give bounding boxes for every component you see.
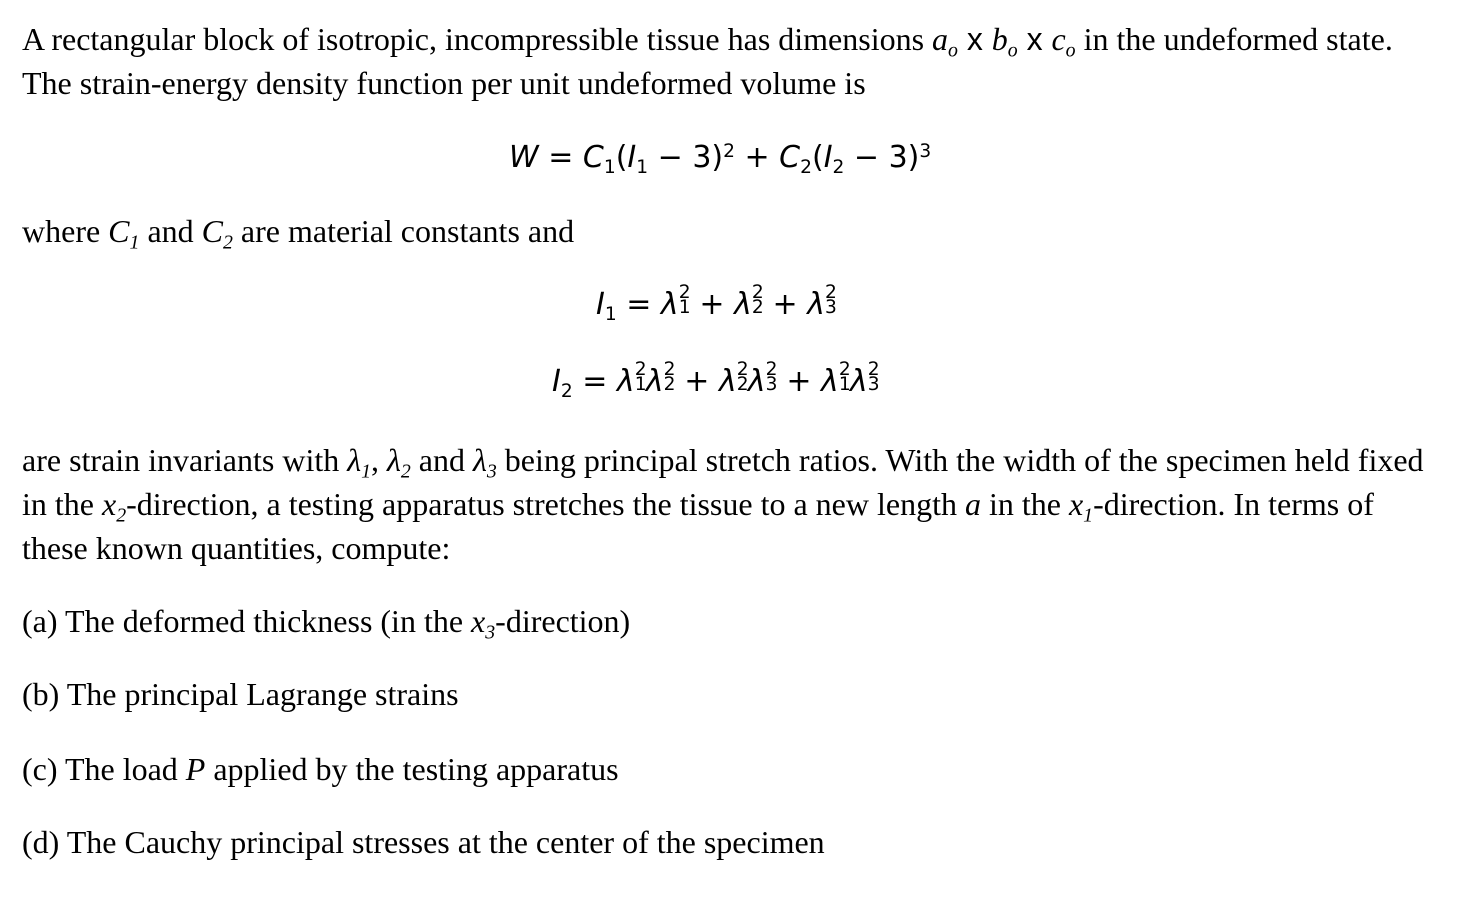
power-index	[765, 359, 778, 395]
lambda: λ	[849, 364, 868, 399]
eq-minus3: − 3)	[844, 140, 920, 175]
eq-plus: +	[689, 287, 735, 322]
eq-equals: =	[538, 140, 583, 175]
power-index	[838, 359, 851, 395]
power-index	[867, 359, 880, 395]
var-C2: C	[201, 213, 223, 249]
eq-sup-3: 3	[919, 140, 932, 162]
sub-3: 3	[867, 373, 880, 395]
sub-3: 3	[486, 460, 497, 483]
lambda: λ	[718, 364, 737, 399]
strain-energy-equation	[509, 138, 931, 178]
sub-2: 2	[222, 231, 233, 254]
eq-paren: (	[615, 140, 628, 175]
eq-I: I	[552, 364, 561, 399]
eq-sup-2: 2	[723, 140, 735, 162]
var-x2: x	[101, 486, 117, 522]
sub-2: 2	[751, 296, 764, 318]
lambda: λ	[747, 364, 766, 399]
sub-3: 3	[485, 621, 496, 644]
eq-sub: 1	[604, 303, 617, 325]
power-index	[663, 359, 676, 395]
power-index	[751, 282, 764, 318]
lambda: λ	[347, 442, 362, 478]
eq-plus: +	[776, 364, 822, 399]
var-P: P	[185, 751, 206, 787]
intro-text-2: in the undeformed state. The strain-energy density function per unit undeformed volume is	[22, 21, 1393, 101]
lambda: λ	[645, 364, 664, 399]
question-d	[22, 820, 825, 864]
sub-3: 3	[765, 373, 778, 395]
eq-paren: (	[811, 140, 824, 175]
sub-1: 1	[838, 373, 851, 395]
lambda: λ	[387, 442, 401, 478]
sup-2: 2	[867, 359, 880, 381]
constants-text: are material constants and	[232, 213, 575, 249]
question-d-text: (d) The Cauchy principal stresses at the center of the specimen	[22, 824, 825, 860]
sub-2: 2	[116, 504, 127, 527]
power-index	[678, 282, 691, 318]
sub-2: 2	[663, 373, 676, 395]
question-c	[22, 747, 619, 791]
var-a: a	[964, 486, 981, 522]
eq-plus: +	[734, 140, 780, 175]
sup-2: 2	[838, 359, 851, 381]
sub-o: o	[1007, 39, 1018, 62]
lambda: λ	[821, 364, 839, 399]
comma: ,	[371, 442, 388, 478]
sub-2: 2	[400, 460, 411, 483]
invariant-i1-equation	[596, 282, 837, 325]
eq-equals: =	[616, 287, 661, 322]
eq-sub-1: 1	[636, 156, 649, 178]
question-c-suffix: applied by the testing apparatus	[205, 751, 619, 787]
question-a-text: (a) The deformed thickness (in the	[22, 603, 472, 639]
sub-1: 1	[678, 296, 691, 318]
invariant-i2-equation	[552, 359, 880, 402]
apparatus-text: -direction, a testing apparatus stretches the tissue to a new length	[126, 486, 965, 522]
var-a: a	[932, 21, 949, 57]
intro-paragraph	[22, 17, 1442, 105]
question-b-text: (b) The principal Lagrange strains	[22, 676, 459, 712]
and-text: and	[139, 213, 202, 249]
var-x1: x	[1068, 486, 1084, 522]
sub-3: 3	[824, 296, 837, 318]
power-index	[824, 282, 837, 318]
var-c: c	[1051, 21, 1066, 57]
eq-I1: I	[627, 140, 637, 175]
eq-I: I	[596, 287, 605, 322]
in-the-text: in the	[980, 486, 1069, 522]
sup-2: 2	[736, 359, 749, 381]
eq-C2: C	[779, 140, 801, 175]
intro-text-1: A rectangular block of isotropic, incompressible tissue has dimensions	[22, 21, 933, 57]
question-b	[22, 672, 459, 716]
var-x3: x	[471, 603, 486, 639]
lambda: λ	[660, 287, 679, 322]
and-text: and	[410, 442, 473, 478]
sub-1: 1	[1083, 504, 1094, 527]
question-c-text: (c) The load	[22, 751, 186, 787]
sub-1: 1	[361, 460, 372, 483]
sup-2: 2	[663, 359, 676, 381]
lambda: λ	[807, 287, 825, 322]
eq-plus: +	[674, 364, 719, 399]
eq-sub-2: 2	[800, 156, 812, 178]
lambda: λ	[616, 364, 635, 399]
power-index	[634, 359, 647, 395]
eq-W: W	[509, 140, 539, 175]
sup-2: 2	[765, 359, 778, 381]
eq-sub: 2	[560, 380, 573, 402]
sub-1: 1	[634, 373, 647, 395]
question-a	[22, 599, 630, 643]
question-a-suffix: -direction)	[495, 603, 631, 639]
stretch-text: being principal stretch ratios. With the width of the specimen held fixed in the	[22, 442, 1424, 522]
sup-2: 2	[678, 282, 691, 304]
var-b: b	[991, 21, 1008, 57]
eq-sub-1: 1	[603, 156, 616, 178]
sup-2: 2	[634, 359, 647, 381]
problem-paragraph	[22, 438, 1442, 570]
eq-I2: I	[823, 140, 833, 175]
eq-C1: C	[582, 140, 604, 175]
eq-minus3: − 3)	[648, 140, 724, 175]
eq-sub-2: 2	[832, 156, 845, 178]
eq-equals: =	[572, 364, 617, 399]
eq-plus: +	[762, 287, 808, 322]
sub-o: o	[948, 39, 958, 62]
invariants-text: are strain invariants with	[22, 442, 348, 478]
constants-paragraph	[22, 209, 574, 253]
power-index	[736, 359, 749, 395]
sup-2: 2	[751, 282, 764, 304]
sub-1: 1	[129, 231, 140, 254]
times-x: x	[1017, 21, 1052, 57]
sup-2: 2	[824, 282, 837, 304]
sub-2: 2	[736, 373, 749, 395]
where-text: where	[22, 213, 109, 249]
var-C1: C	[108, 213, 130, 249]
sub-o: o	[1065, 39, 1076, 62]
compute-text: -direction. In terms of these known quantities, compute:	[22, 486, 1374, 566]
lambda: λ	[734, 287, 752, 322]
lambda: λ	[473, 442, 487, 478]
times-x: x	[957, 21, 992, 57]
